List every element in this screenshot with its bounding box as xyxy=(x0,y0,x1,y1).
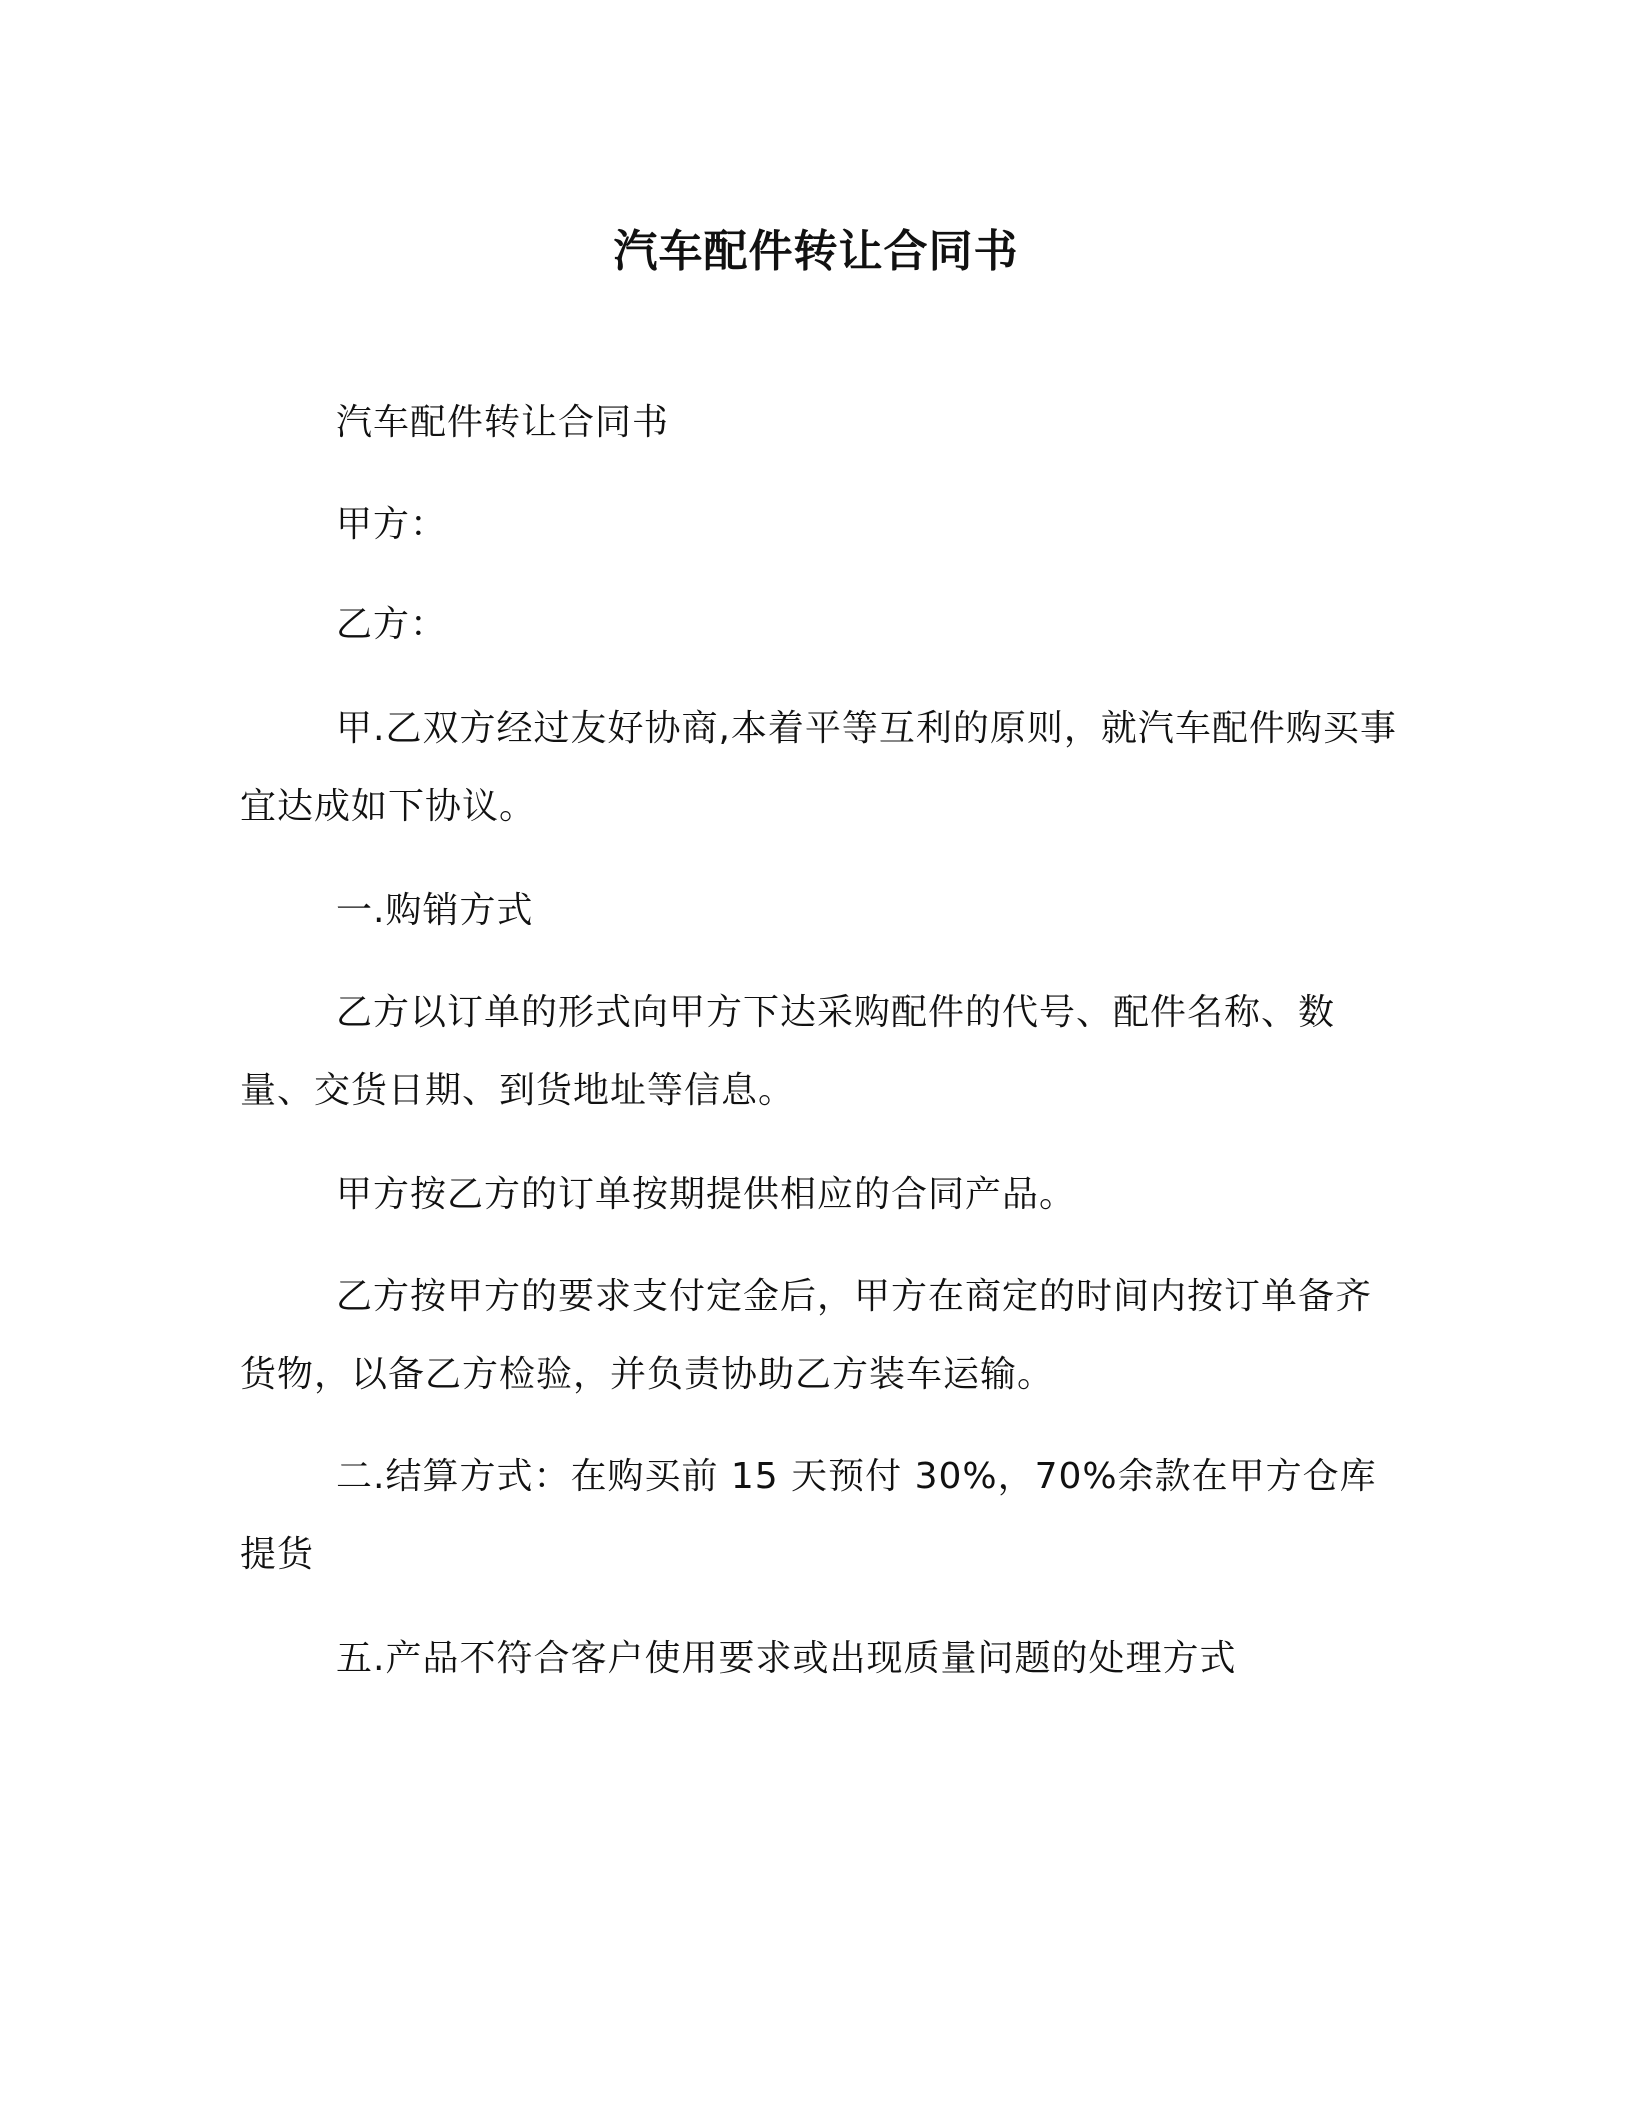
section-heading-purchase-method: 一.购销方式 xyxy=(336,890,534,931)
paragraph-party-a: 甲方： xyxy=(336,504,448,545)
paragraph-supply: 甲方按乙方的订单按期提供相应的合同产品。 xyxy=(336,1174,1077,1215)
paragraph-deposit: 乙方按甲方的要求支付定金后，甲方在商定的时间内按订单备齐货物，以备乙方检验，并负责协助乙方装车运输。 xyxy=(240,1276,1373,1395)
paragraph-agreement: 甲.乙双方经过友好协商,本着平等互利的原则，就汽车配件购买事宜达成如下协议。 xyxy=(240,708,1397,827)
paragraph-party-b: 乙方： xyxy=(336,604,448,645)
paragraph-order-info: 乙方以订单的形式向甲方下达采购配件的代号、配件名称、数量、交货日期、到货地址等信息。 xyxy=(240,992,1336,1111)
section-heading-quality: 五.产品不符合客户使用要求或出现质量问题的处理方式 xyxy=(336,1638,1237,1679)
paragraph-heading: 汽车配件转让合同书 xyxy=(336,402,670,443)
section-heading-settlement: 二.结算方式：在购买前 15 天预付 30%，70%余款在甲方仓库提货 xyxy=(240,1456,1377,1575)
document-title: 汽车配件转让合同书 xyxy=(613,226,1019,277)
